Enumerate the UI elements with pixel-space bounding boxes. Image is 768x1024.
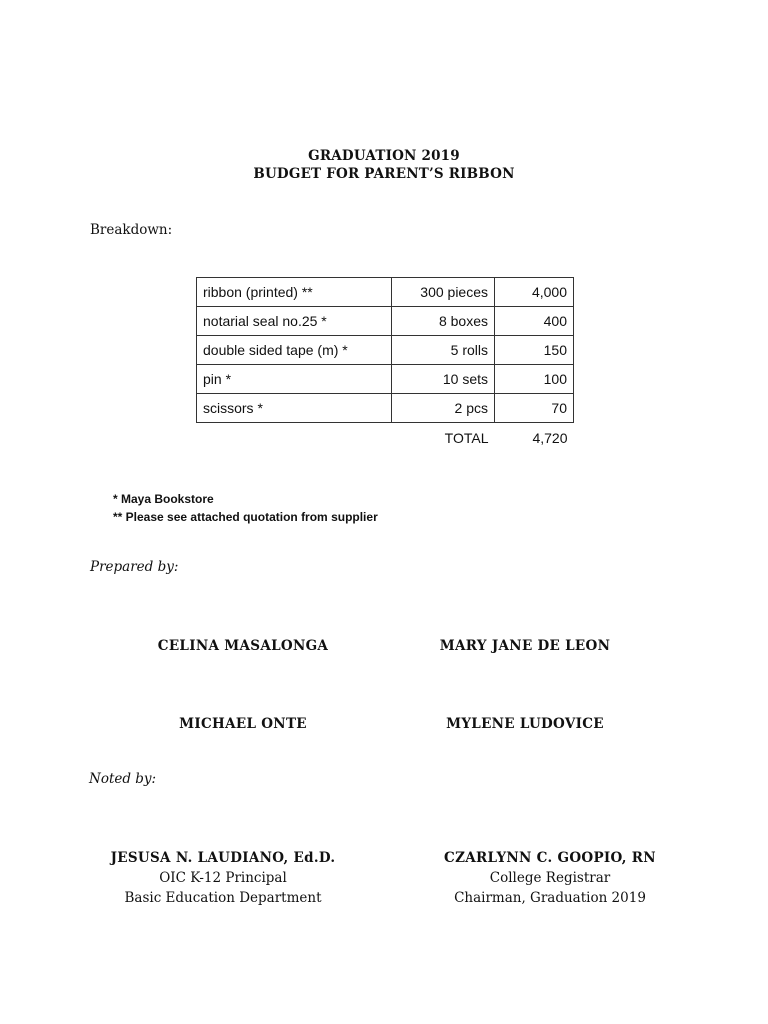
- amount-cell: 150: [495, 336, 574, 365]
- signatory-name: CZARLYNN C. GOOPIO, RN: [444, 850, 656, 866]
- budget-table: [196, 277, 574, 453]
- amount-cell: 100: [495, 365, 574, 394]
- signatory-department: Basic Education Department: [124, 890, 322, 906]
- preparer-name: CELINA MASALONGA: [157, 638, 329, 654]
- preparer-signature: [143, 714, 343, 734]
- total-value: 4,720: [532, 429, 568, 446]
- item-cell: double sided tape (m) *: [197, 336, 392, 365]
- footnote-2: ** Please see attached quotation from supplier: [113, 510, 378, 524]
- preparer-name: MICHAEL ONTE: [179, 716, 307, 732]
- table-row: [197, 394, 574, 423]
- amount-cell: 400: [495, 307, 574, 336]
- quantity-cell: 300 pieces: [392, 278, 495, 307]
- table-row: [197, 278, 574, 307]
- signatory-name: JESUSA N. LAUDIANO, Ed.D.: [110, 850, 336, 866]
- table-row: [197, 365, 574, 394]
- item-cell: ribbon (printed) **: [197, 278, 392, 307]
- title-line-1: GRADUATION 2019: [308, 148, 460, 164]
- amount-cell: 4,000: [495, 278, 574, 307]
- item-cell: notarial seal no.25 *: [197, 307, 392, 336]
- quantity-cell: 5 rolls: [392, 336, 495, 365]
- signatory-department: Chairman, Graduation 2019: [454, 890, 646, 906]
- document-title: [0, 147, 768, 183]
- preparer-signature: [410, 714, 640, 734]
- signatory-title: College Registrar: [489, 870, 611, 886]
- total-label: TOTAL: [444, 429, 489, 446]
- footnotes: [113, 490, 378, 526]
- table-row: [197, 307, 574, 336]
- preparer-signature: [143, 636, 343, 656]
- prepared-by-label: Prepared by:: [90, 559, 179, 575]
- breakdown-label: Breakdown:: [90, 222, 173, 238]
- quantity-cell: 2 pcs: [392, 394, 495, 423]
- noted-by-label: Noted by:: [89, 771, 157, 787]
- preparer-name: MYLENE LUDOVICE: [446, 716, 604, 732]
- signatory-title: OIC K-12 Principal: [159, 870, 287, 886]
- total-spacer: [197, 423, 392, 453]
- preparer-signature: [410, 636, 640, 656]
- amount-cell: 70: [495, 394, 574, 423]
- quantity-cell: 8 boxes: [392, 307, 495, 336]
- footnote-1: * Maya Bookstore: [113, 492, 214, 506]
- preparer-name: MARY JANE DE LEON: [439, 638, 611, 654]
- signatory-block: [425, 848, 675, 908]
- title-line-2: BUDGET FOR PARENT’S RIBBON: [253, 166, 515, 182]
- item-cell: scissors *: [197, 394, 392, 423]
- total-row: [197, 423, 574, 453]
- quantity-cell: 10 sets: [392, 365, 495, 394]
- signatory-block: [98, 848, 348, 908]
- table-row: [197, 336, 574, 365]
- item-cell: pin *: [197, 365, 392, 394]
